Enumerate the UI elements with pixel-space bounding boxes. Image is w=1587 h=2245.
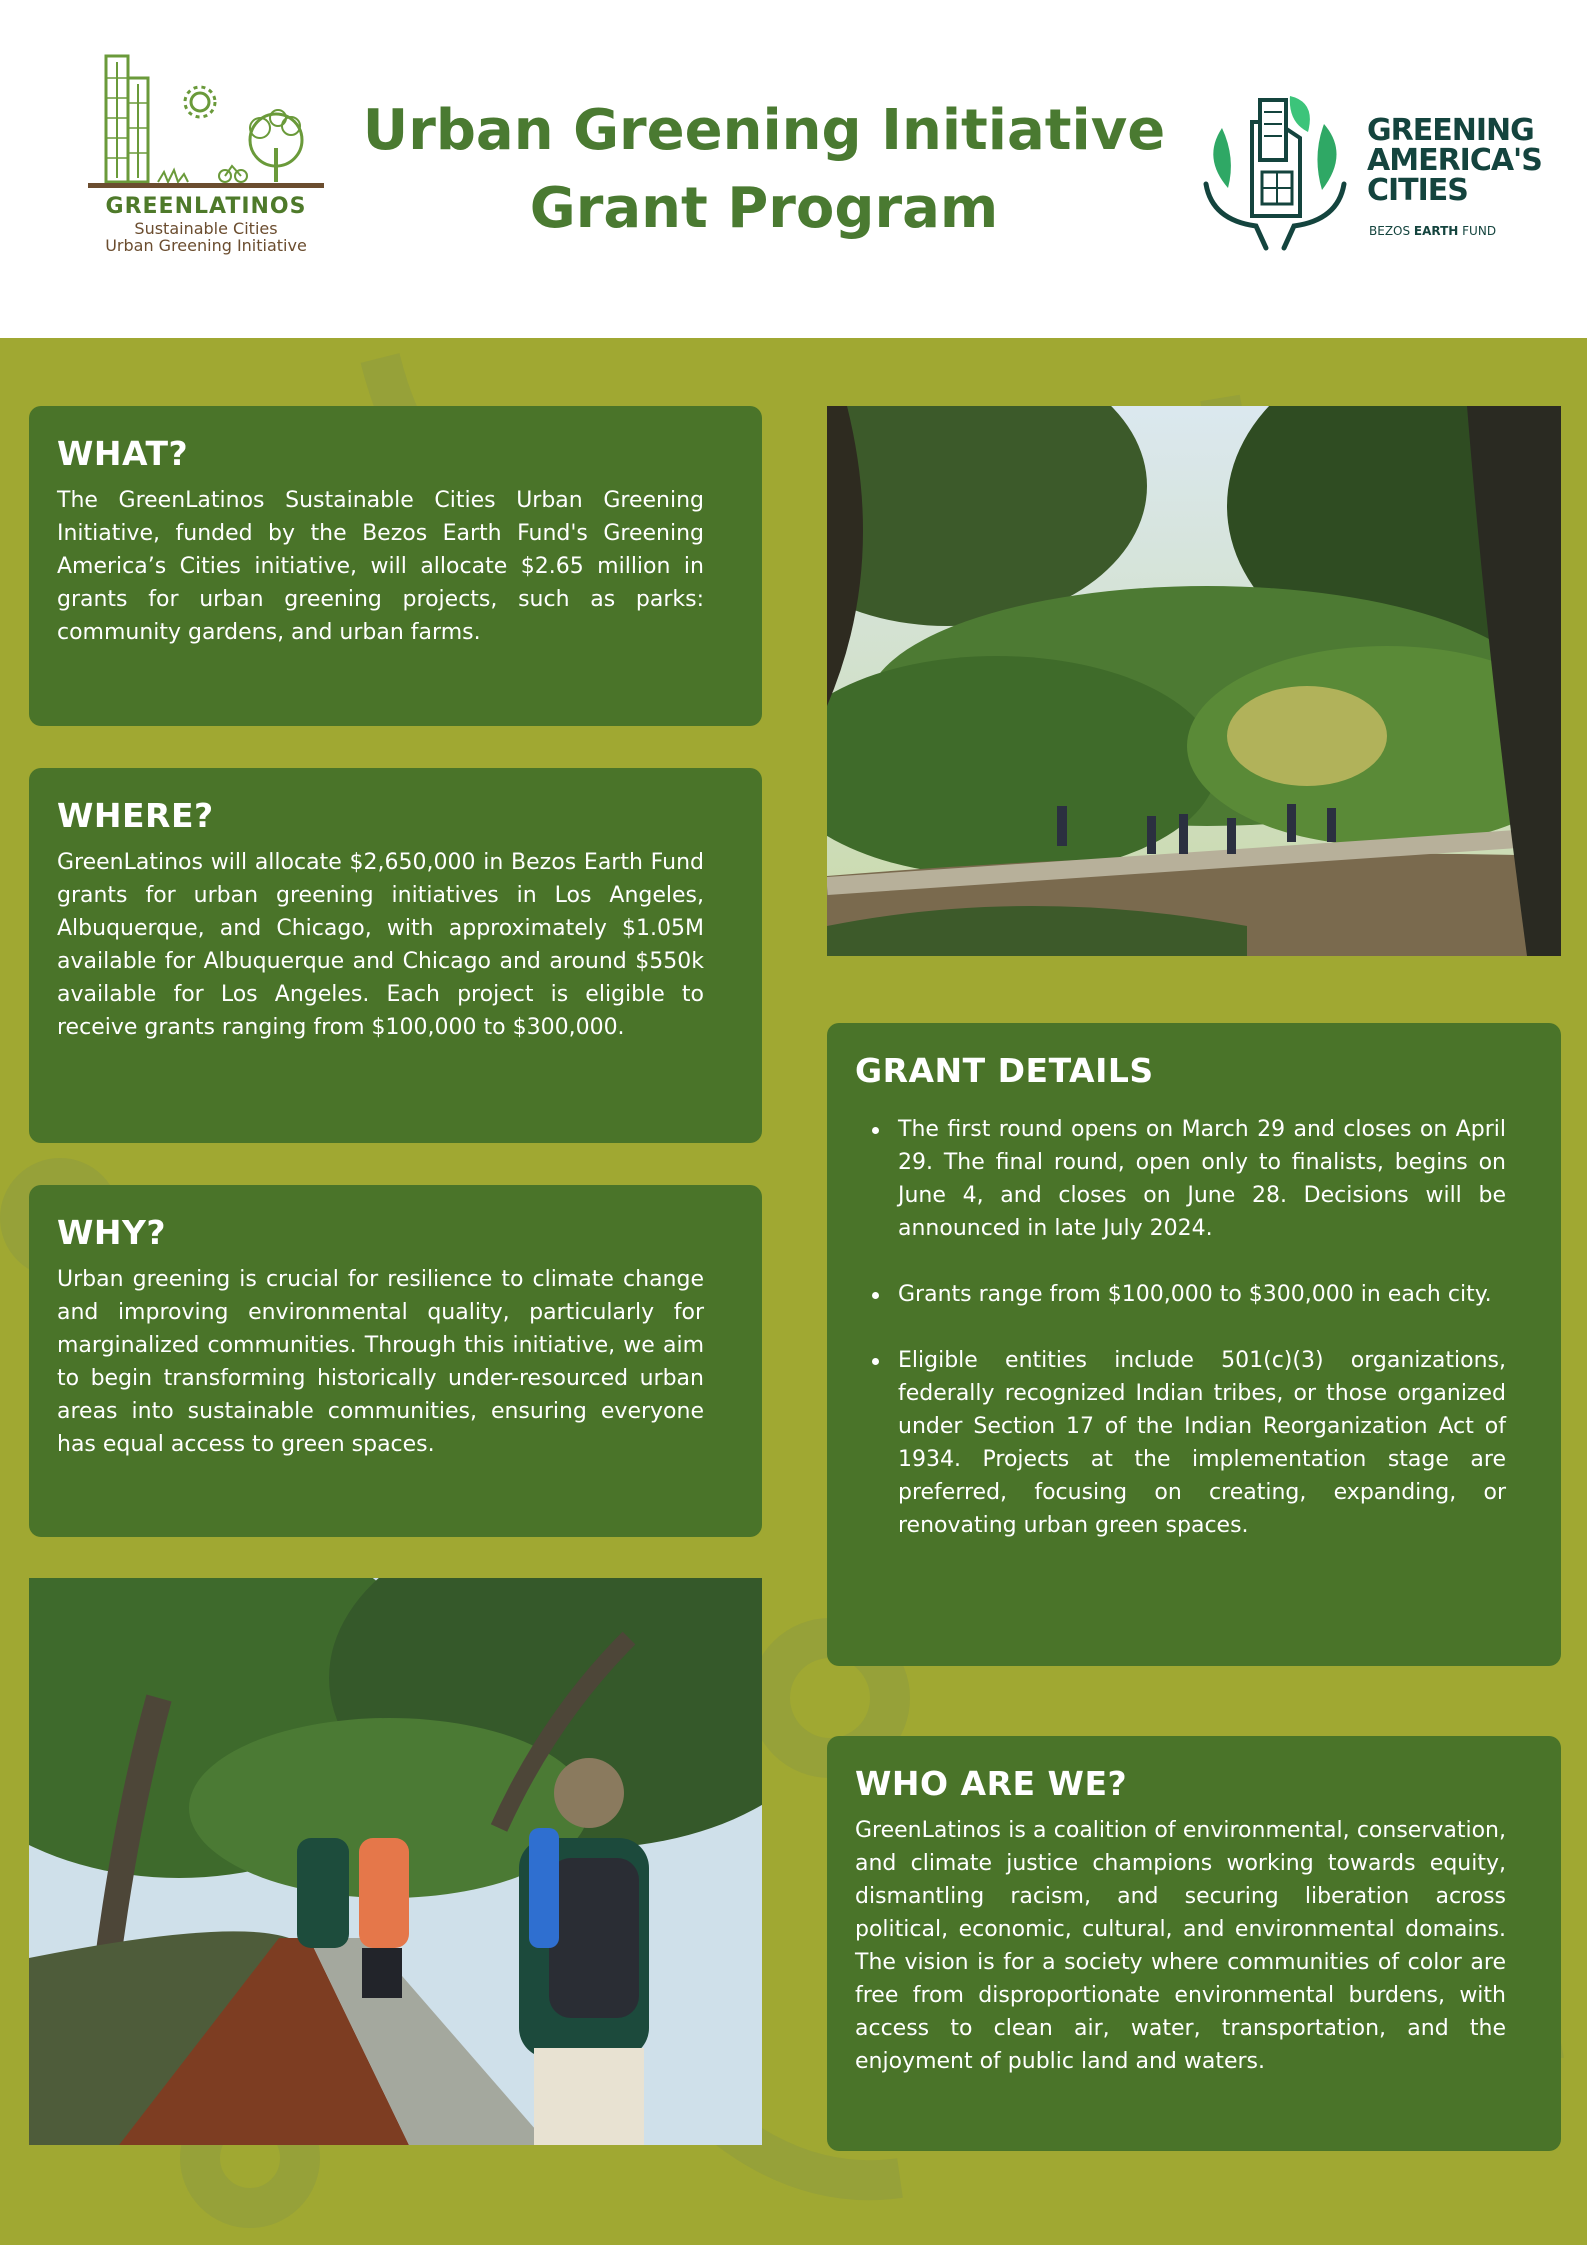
who-are-we-body: GreenLatinos is a coalition of environmental, conservation, and climate justice champions working towards equity, dismantling racism, and securing liberation across political, economic, cultural, and environmental domains. The vision is for a society where communities of color are free from disproportionate environmental burdens, with access to clean air, water, transportation, and the enjoyment of public land and waters. xyxy=(855,1818,1506,2074)
why-body: Urban greening is crucial for resilience to climate change and improving environmental quality, particularly for marginalized communities. Through this initiative, we aim to begin transforming historically under-resourced urban areas into sustainable communities, ensuring everyone has equal access to green spaces. xyxy=(57,1267,704,1457)
bezos-earth-fund-text xyxy=(1369,224,1496,238)
grant-details-card xyxy=(827,1023,1561,1666)
trail-hikers-photo xyxy=(827,406,1561,956)
city-tree-logo-icon xyxy=(88,48,324,198)
why-heading: WHY? xyxy=(57,1213,167,1252)
where-body: GreenLatinos will allocate $2,650,000 in Bezos Earth Fund grants for urban greening initiatives in Los Angeles, Albuquerque, and Chicago, with approximately $1.05M available for Albuquerque and Chicago and around $550k available for Los Angeles. Each project is eligible to receive grants ranging from $100,000 to $300,000. xyxy=(57,850,704,1040)
grant-details-list xyxy=(855,1113,1506,1542)
page-title xyxy=(330,92,1198,248)
header xyxy=(0,0,1587,338)
what-heading: WHAT? xyxy=(57,434,189,473)
gac-line-1: GREENING xyxy=(1367,113,1534,148)
where-card xyxy=(29,768,762,1143)
main-content xyxy=(0,338,1587,2245)
why-card xyxy=(29,1185,762,1537)
grant-details-heading: GRANT DETAILS xyxy=(855,1051,1154,1090)
gac-line-2: AMERICA'S xyxy=(1367,143,1542,178)
logo-tagline-2: Urban Greening Initiative xyxy=(105,236,307,255)
grant-detail-item: Eligible entities include 501(c)(3) organizations, federally recognized Indian tribes, or those organized under Section 17 of the Indian Reorganization Act of 1934. Projects at the implementation stage are preferred, focusing on creating, expanding, or renovating urban green spaces. xyxy=(855,1344,1506,1542)
what-body: The GreenLatinos Sustainable Cities Urban Greening Initiative, funded by the Bezos Earth Fund's Greening America’s Cities initiative, will allocate $2.65 million in grants for urban greening projects, such as parks: community gardens, and urban farms. xyxy=(57,488,704,645)
greenlatinos-logo xyxy=(88,48,324,258)
fund-suffix: FUND xyxy=(1458,224,1497,238)
grant-detail-item: The first round opens on March 29 and closes on April 29. The final round, open only to finalists, begins on June 4, and closes on June 28. Decisions will be announced in late July 2024. xyxy=(855,1113,1506,1245)
greening-americas-cities-logo xyxy=(1192,88,1542,254)
title-line-2: Grant Program xyxy=(529,176,999,241)
fund-prefix: BEZOS xyxy=(1369,224,1414,238)
logo-tagline-1: Sustainable Cities xyxy=(134,219,278,238)
who-are-we-heading: WHO ARE WE? xyxy=(855,1764,1128,1803)
canopy-walkway-photo xyxy=(29,1578,762,2145)
grant-detail-item: Grants range from $100,000 to $300,000 in each city. xyxy=(855,1278,1506,1311)
fund-bold: EARTH xyxy=(1413,224,1459,238)
greenlatinos-brand-text: GREENLATINOS xyxy=(105,194,307,219)
hands-city-leaves-icon xyxy=(1192,88,1358,254)
what-card xyxy=(29,406,762,726)
gac-line-3: CITIES xyxy=(1367,173,1468,208)
where-heading: WHERE? xyxy=(57,796,214,835)
who-are-we-card xyxy=(827,1736,1561,2151)
gac-wordmark xyxy=(1367,113,1542,208)
title-line-1: Urban Greening Initiative xyxy=(362,98,1166,163)
